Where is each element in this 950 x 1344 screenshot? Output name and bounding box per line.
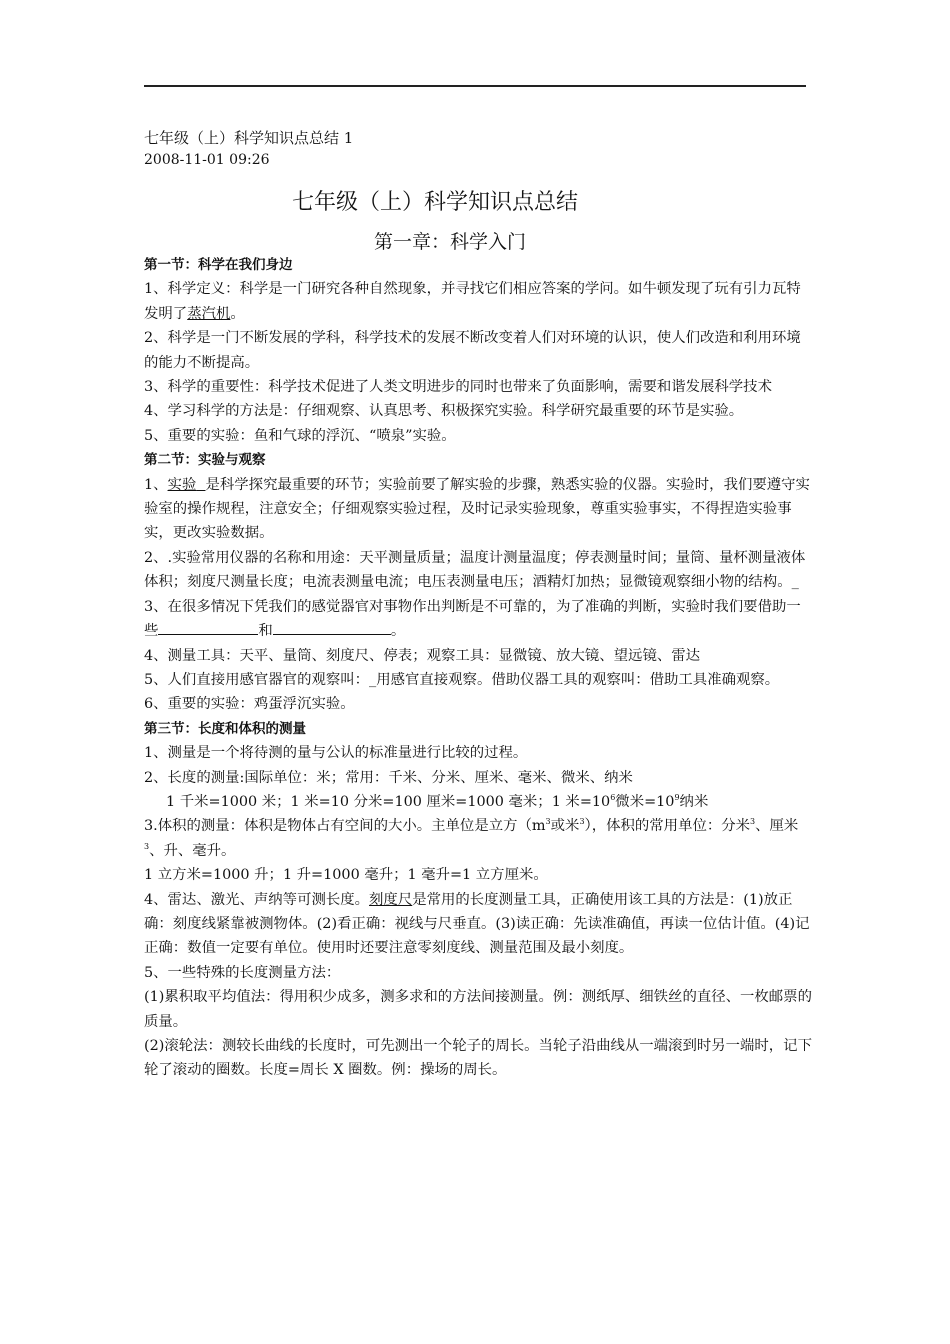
text: 微米=10 xyxy=(615,793,675,810)
paragraph: 5、重要的实验：鱼和气球的浮沉、“喷泉”实验。 xyxy=(144,427,456,444)
text: 3.体积的测量：体积是物体占有空间的大小。主单位是立方（m xyxy=(144,818,546,835)
section-heading: 第二节：实验与观察 xyxy=(144,452,266,469)
main-title: 七年级（上）科学知识点总结 xyxy=(291,190,578,215)
text: 。 xyxy=(230,305,245,322)
paragraph: 5、人们直接用感官器官的观察叫：_用感官直接观察。借助仪器工具的观察叫：借助工具准确观察。 xyxy=(144,671,780,688)
text: 或米 xyxy=(550,818,580,835)
paragraph: 3、科学的重要性：科学技术促进了人类文明进步的同时也带来了负面影响，需要和谐发展科学技术 xyxy=(144,379,772,396)
text: 是常用的长度测量工具，正确使用该工具的方法是：(1)放正确：刻度线紧靠被测物体。(2)看正确：视线与尺垂直。(3)读正确：先读准确值，再读一位估计值。(4)记正确：数值一定要有单位。使用时还要注意零刻度线、测量范围及最小刻度。 xyxy=(144,891,810,957)
superscript: 3 xyxy=(579,817,585,827)
text: 、升、毫升。 xyxy=(149,842,236,859)
underlined-term: 刻度尺 xyxy=(369,891,413,908)
section-heading: 第三节：长度和体积的测量 xyxy=(144,720,306,737)
paragraph: 5、一些特殊的长度测量方法： xyxy=(144,964,341,981)
paragraph: (2)滚轮法：测较长曲线的长度时，可先测出一个轮子的周长。当轮子沿曲线从一端滚到时另一端时，记下轮了滚动的圈数。长度=周长 X 圈数。例：操场的周长。 xyxy=(144,1038,812,1079)
text: 3、在很多情况下凭我们的感觉器官对事物作出判断是不可靠的，为了准确的判断，实验时我们要借助一些 xyxy=(144,598,801,640)
doc-date: 2008-11-01 09:26 xyxy=(144,152,270,168)
doc-title: 七年级（上）科学知识点总结 1 xyxy=(144,129,354,147)
text: 4、雷达、激光、声纳等可测长度。 xyxy=(144,891,370,908)
text: 1 千米=1000 米；1 米=10 分米=100 厘米=1000 毫米；1 米=10 xyxy=(166,793,611,810)
text: 纳米 xyxy=(679,793,709,810)
section-heading: 第一节：科学在我们身边 xyxy=(144,257,293,273)
paragraph xyxy=(144,473,812,546)
text: 、厘米 xyxy=(755,818,799,835)
text: 是科学探究最重要的环节；实验前要了解实验的步骤，熟悉实验的仪器。实验时，我们要遵守实验室的操作规程，注意安全；仔细观察实验过程，及时记录实验现象，尊重实验事实，不得捏造实验事实，更改实验数据。 xyxy=(144,476,810,542)
underline-gap xyxy=(196,477,205,493)
paragraph: (1)累积取平均值法：得用积少成多，测多求和的方法间接测量。例：测纸厚、细铁丝的直径、一枚邮票的质量。 xyxy=(144,989,812,1030)
top-divider xyxy=(144,85,806,87)
superscript: 6 xyxy=(610,792,616,802)
text: 。 xyxy=(390,623,406,640)
paragraph xyxy=(144,814,812,863)
text: 1、 xyxy=(144,476,168,493)
text: 和 xyxy=(258,623,273,640)
paragraph xyxy=(144,888,812,961)
paragraph xyxy=(144,277,812,326)
document-body xyxy=(144,253,812,1083)
superscript: 9 xyxy=(674,792,680,802)
paragraph: 2、长度的测量:国际单位：米；常用：千米、分米、厘米、毫米、微米、纳米 xyxy=(144,769,633,786)
paragraph: 1、测量是一个将待测的量与公认的标准量进行比较的过程。 xyxy=(144,745,528,762)
superscript: 3 xyxy=(144,841,150,851)
paragraph: 2、.实验常用仪器的名称和用途：天平测量质量；温度计测量温度；停表测量时间；量筒、量杯测量液体体积；刻度尺测量长度；电流表测量电流；电压表测量电压；酒精灯加热；显微镜观察细小物的结构。_ xyxy=(144,549,806,591)
chapter-title: 第一章：科学入门 xyxy=(373,231,526,253)
paragraph: 4、测量工具：天平、量筒、刻度尺、停表；观察工具：显微镜、放大镜、望远镜、雷达 xyxy=(144,647,701,664)
paragraph xyxy=(144,790,812,814)
paragraph: 6、重要的实验：鸡蛋浮沉实验。 xyxy=(144,696,355,713)
fill-blank xyxy=(273,620,391,635)
paragraph xyxy=(144,595,812,644)
underlined-term: 实验 xyxy=(167,476,197,493)
paragraph: 2、科学是一门不断发展的学科，科学技术的发展不断改变着人们对环境的认识，使人们改造和利用环境的能力不断提高。 xyxy=(144,330,801,371)
paragraph: 1 立方米=1000 升；1 升=1000 毫升；1 毫升=1 立方厘米。 xyxy=(144,867,548,884)
paragraph: 4、学习科学的方法是：仔细观察、认真思考、积极探究实验。科学研究最重要的环节是实验。 xyxy=(144,403,744,420)
underlined-term: 蒸汽机 xyxy=(187,305,231,322)
fill-blank xyxy=(158,620,258,635)
text: ），体积的常用单位：分米 xyxy=(584,818,751,835)
superscript: 3 xyxy=(750,817,756,827)
text: 1、科学定义：科学是一门研究各种自然现象，并寻找它们相应答案的学问。如牛顿发现了玩有引力瓦特发明了 xyxy=(144,281,801,322)
superscript: 3 xyxy=(545,817,551,827)
